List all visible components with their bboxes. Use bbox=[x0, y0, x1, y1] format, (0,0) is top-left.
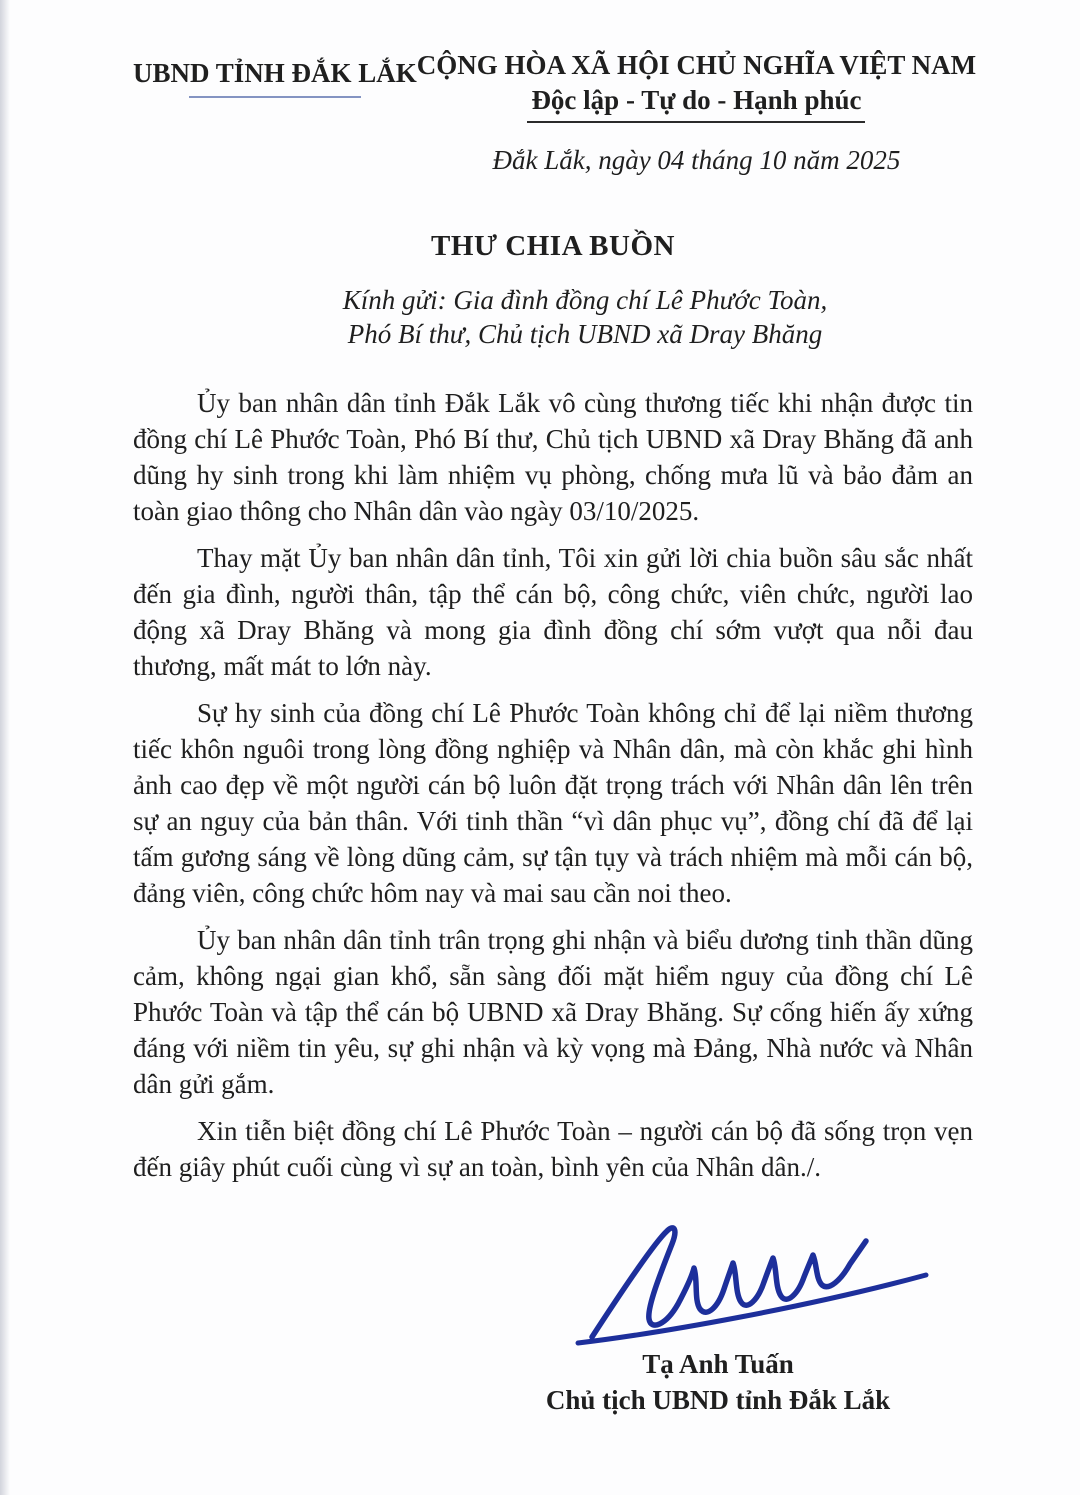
salutation-line-1: Kính gửi: Gia đình đồng chí Lê Phước Toàn, bbox=[342, 285, 828, 315]
national-motto: Độc lập - Tự do - Hạnh phúc bbox=[527, 84, 865, 123]
body-paragraph: Xin tiễn biệt đồng chí Lê Phước Toàn – người cán bộ đã sống trọn vẹn đến giây phút cuối cùng vì sự an toàn, bình yên của Nhân dân./. bbox=[133, 1116, 973, 1182]
issuer-block bbox=[133, 50, 417, 98]
issuer-heading: UBND TỈNH ĐẮK LẮK bbox=[133, 58, 417, 88]
signature-block bbox=[463, 1219, 973, 1416]
letter-title: THƯ CHIA BUỒN bbox=[431, 230, 675, 262]
national-header-block bbox=[417, 50, 976, 176]
handwritten-signature bbox=[570, 1219, 950, 1347]
salutation-line-2: Phó Bí thư, Chủ tịch UBND xã Dray Bhăng bbox=[347, 319, 823, 349]
letter-body bbox=[133, 385, 973, 1185]
issuer-underline bbox=[189, 96, 361, 98]
body-paragraph: Sự hy sinh của đồng chí Lê Phước Toàn không chỉ để lại niềm thương tiếc khôn nguôi trong lòng đồng nghiệp và Nhân dân, mà còn khắc ghi hình ảnh cao đẹp về một người cán bộ luôn đặt trọng trách với Nhân dân lên trên sự an nguy của bản thân. Với tinh thần “vì dân phục vụ”, đồng chí đã để lại tấm gương sáng về lòng dũng cảm, sự tận tụy và trách nhiệm mà mỗi cán bộ, đảng viên, công chức hôm nay và mai sau cần noi theo. bbox=[133, 698, 973, 908]
body-paragraph: Ủy ban nhân dân tỉnh Đắk Lắk vô cùng thương tiếc khi nhận được tin đồng chí Lê Phước Toàn, Phó Bí thư, Chủ tịch UBND xã Dray Bhăng đã anh dũng hy sinh trong khi làm nhiệm vụ phòng, chống mưa lũ và bảo đảm an toàn giao thông cho Nhân dân vào ngày 03/10/2025. bbox=[133, 388, 973, 526]
body-paragraph: Thay mặt Ủy ban nhân dân tỉnh, Tôi xin gửi lời chia buồn sâu sắc nhất đến gia đình, người thân, tập thể cán bộ, công chức, viên chức, người lao động xã Dray Bhăng và mong gia đình đồng chí sớm vượt qua nỗi đau thương, mất mát to lớn này. bbox=[133, 543, 973, 681]
letter-header bbox=[133, 50, 977, 176]
signer-title: Chủ tịch UBND tỉnh Đắk Lắk bbox=[545, 1385, 891, 1415]
scan-edge-shadow bbox=[0, 0, 10, 1495]
signer-name: Tạ Anh Tuấn bbox=[642, 1349, 794, 1379]
national-title: CỘNG HÒA XÃ HỘI CHỦ NGHĨA VIỆT NAM bbox=[416, 50, 977, 80]
body-paragraph: Ủy ban nhân dân tỉnh trân trọng ghi nhận và biểu dương tinh thần dũng cảm, không ngại gian khổ, sẵn sàng đối mặt hiểm nguy của đồng chí Lê Phước Toàn và tập thể cán bộ UBND xã Dray Bhăng. Sự cống hiến ấy xứng đáng với niềm tin yêu, sự ghi nhận và kỳ vọng mà Đảng, Nhà nước và Nhân dân gửi gắm. bbox=[133, 925, 973, 1099]
dateline: Đắk Lắk, ngày 04 tháng 10 năm 2025 bbox=[492, 145, 901, 175]
salutation-block bbox=[165, 283, 1005, 351]
